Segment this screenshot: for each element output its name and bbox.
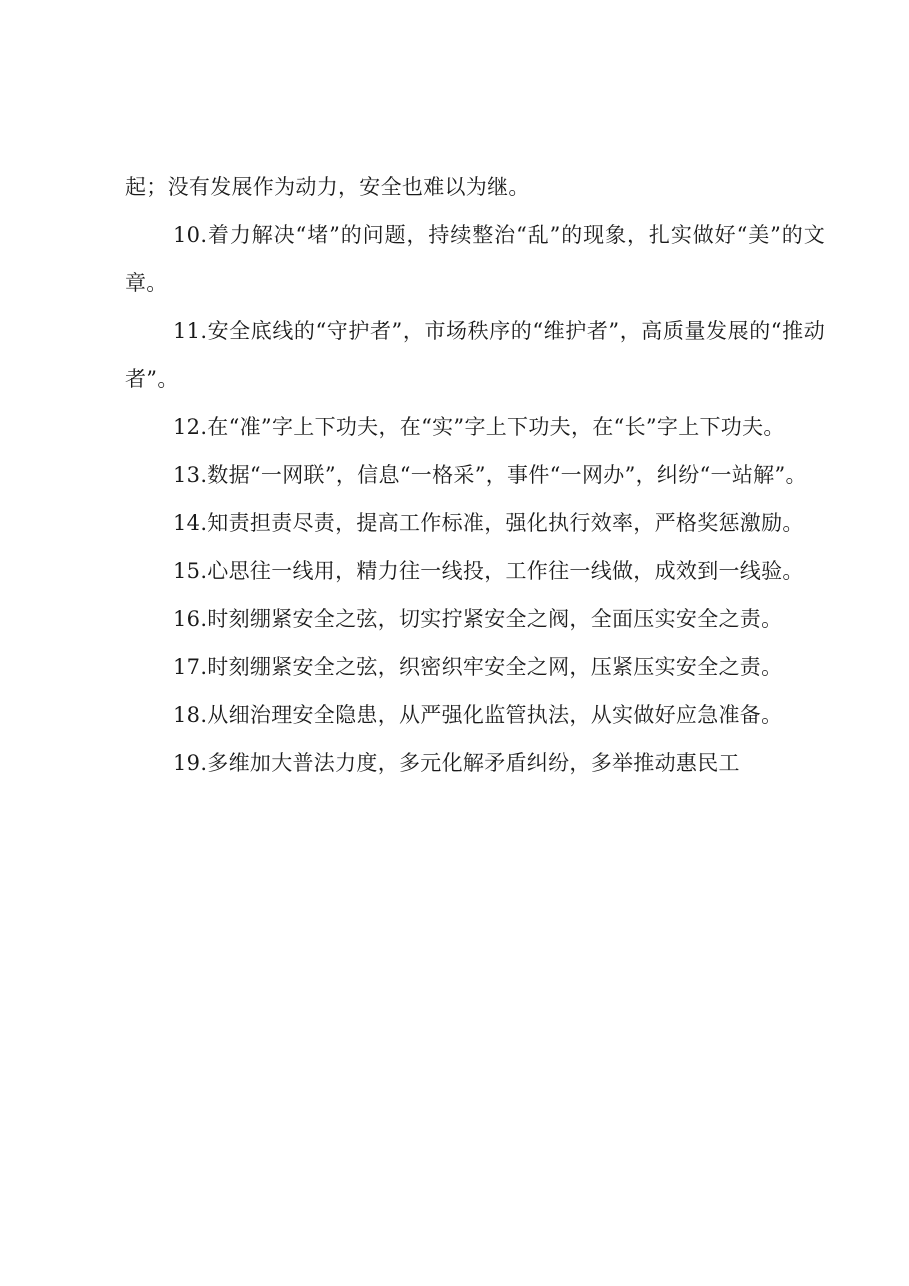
paragraph-item-10: 10.着力解决“堵”的问题，持续整治“乱”的现象，扎实做好“美”的文章。	[125, 223, 825, 295]
document-body	[125, 163, 825, 787]
paragraph-item-14: 14.知责担责尽责，提高工作标准，强化执行效率，严格奖惩激励。	[173, 511, 804, 535]
paragraph-item-13: 13.数据“一网联”，信息“一格采”，事件“一网办”，纠纷“一站解”。	[173, 463, 807, 487]
paragraph-item-16: 16.时刻绷紧安全之弦，切实拧紧安全之阀，全面压实安全之责。	[173, 607, 783, 631]
paragraph-item-11: 11.安全底线的“守护者”，市场秩序的“维护者”，高质量发展的“推动者”。	[125, 319, 825, 391]
paragraph-item-15: 15.心思往一线用，精力往一线投，工作往一线做，成效到一线验。	[173, 559, 804, 583]
paragraph-item-17: 17.时刻绷紧安全之弦，织密织牢安全之网，压紧压实安全之责。	[173, 655, 783, 679]
paragraph-item-18: 18.从细治理安全隐患，从严强化监管执法，从实做好应急准备。	[173, 703, 783, 727]
paragraph-item-12: 12.在“准”字上下功夫，在“实”字上下功夫，在“长”字上下功夫。	[173, 415, 785, 439]
paragraph-item-19: 19.多维加大普法力度，多元化解矛盾纠纷，多举推动惠民工	[173, 751, 740, 775]
paragraph-continuation: 起；没有发展作为动力，安全也难以为继。	[125, 175, 530, 199]
